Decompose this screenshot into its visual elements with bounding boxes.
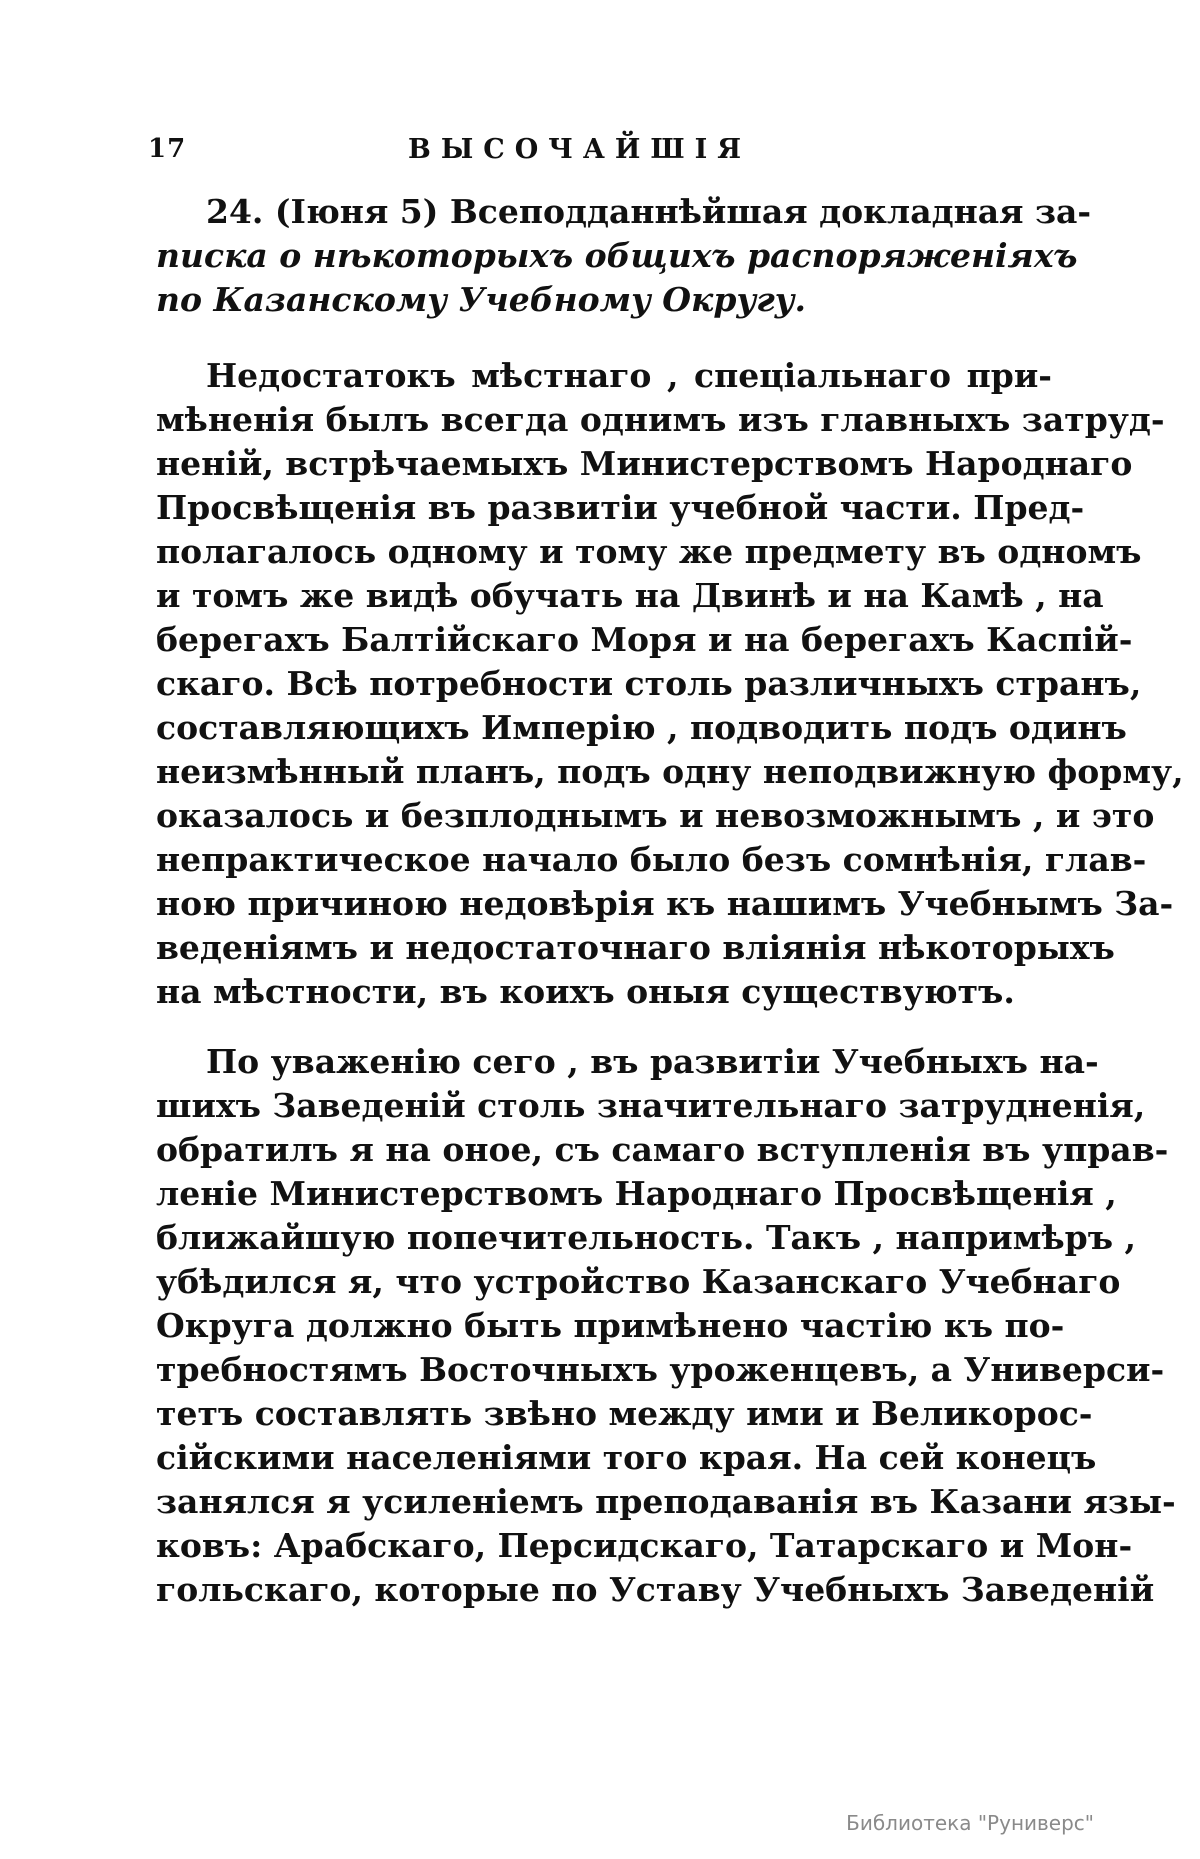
paragraph-line: леніе Министерствомъ Народнаго Просвѣщенія ,: [156, 1174, 1117, 1213]
paragraph-line: оказалось и безплоднымъ и невозможнымъ , и это: [156, 796, 1155, 835]
paragraph-line: на мѣстности, въ коихъ оныя существуютъ.: [156, 972, 1015, 1011]
paragraph-line: берегахъ Балтійскаго Моря и на берегахъ Каспій-: [156, 620, 1133, 659]
entry-line: писка о нѣкоторыхъ общихъ распоряженіяхъ: [156, 236, 1078, 275]
paragraph-line: тетъ составлять звѣно между ими и Великорос-: [156, 1394, 1093, 1433]
library-watermark: Библиотека "Руниверс": [846, 1811, 1094, 1835]
paragraph-line: ною причиною недовѣрія къ нашимъ Учебнымъ За-: [156, 884, 1174, 923]
paragraph-line: убѣдился я, что устройство Казанскаго Учебнаго: [156, 1262, 1121, 1301]
paragraph-line: шихъ Заведеній столь значительнаго затрудненія,: [156, 1086, 1146, 1125]
body-text: [156, 190, 1184, 1612]
paragraph-line: ковъ: Арабскаго, Персидскаго, Татарскаго и Мон-: [156, 1526, 1133, 1565]
paragraph-line: сійскими населеніями того края. На сей конецъ: [156, 1438, 1097, 1477]
paragraph-line: неизмѣнный планъ, подъ одну неподвижную форму,: [156, 752, 1184, 791]
paragraph-line: мѣненія былъ всегда однимъ изъ главныхъ затруд-: [156, 400, 1165, 439]
spacer: [156, 322, 1052, 354]
page-number: 17: [148, 134, 187, 164]
paragraph-line: Просвѣщенія въ развитіи учебной части. Пред-: [156, 488, 1085, 527]
paragraph-line: Округа должно быть примѣнено частію къ по-: [156, 1306, 1065, 1345]
paragraph-line: скаго. Всѣ потребности столь различныхъ странъ,: [156, 664, 1142, 703]
page-header: [148, 134, 1048, 174]
paragraph-line: обратилъ я на оное, съ самаго вступленія въ управ-: [156, 1130, 1169, 1169]
paragraph-line: гольскаго, которые по Уставу Учебныхъ Заведеній: [156, 1570, 1155, 1609]
entry-line: по Казанскому Учебному Округу.: [156, 280, 806, 319]
paragraph-1: [156, 354, 1184, 1014]
paragraph-line: веденіямъ и недостаточнаго вліянія нѣкоторыхъ: [156, 928, 1115, 967]
paragraph-line: По уваженію сего , въ развитіи Учебныхъ на-: [206, 1042, 1099, 1081]
paragraph-2: [156, 1040, 1176, 1612]
entry-line: 24. (Іюня 5) Всеподданнѣйшая докладная за-: [206, 192, 1092, 231]
paragraph-line: требностямъ Восточныхъ уроженцевъ, а Универси-: [156, 1350, 1165, 1389]
running-title: ВЫСОЧАЙШІЯ: [408, 134, 752, 165]
paragraph-line: занялся я усиленіемъ преподаванія въ Казани язы-: [156, 1482, 1176, 1521]
entry-heading: [156, 190, 1092, 322]
paragraph-line: полагалось одному и тому же предмету въ одномъ: [156, 532, 1142, 571]
paragraph-line: непрактическое начало было безъ сомнѣнія, глав-: [156, 840, 1147, 879]
paragraph-line: и томъ же видѣ обучать на Двинѣ и на Камѣ , на: [156, 576, 1104, 615]
paragraph-line: неній, встрѣчаемыхъ Министерствомъ Народнаго: [156, 444, 1133, 483]
paragraph-line: составляющихъ Имперію , подводить подъ одинъ: [156, 708, 1127, 747]
spacer: [156, 1014, 1052, 1040]
paragraph-line: Недостатокъ мѣстнаго , спеціальнаго при-: [206, 356, 1052, 395]
paragraph-line: ближайшую попечительность. Такъ , напримѣръ ,: [156, 1218, 1137, 1257]
